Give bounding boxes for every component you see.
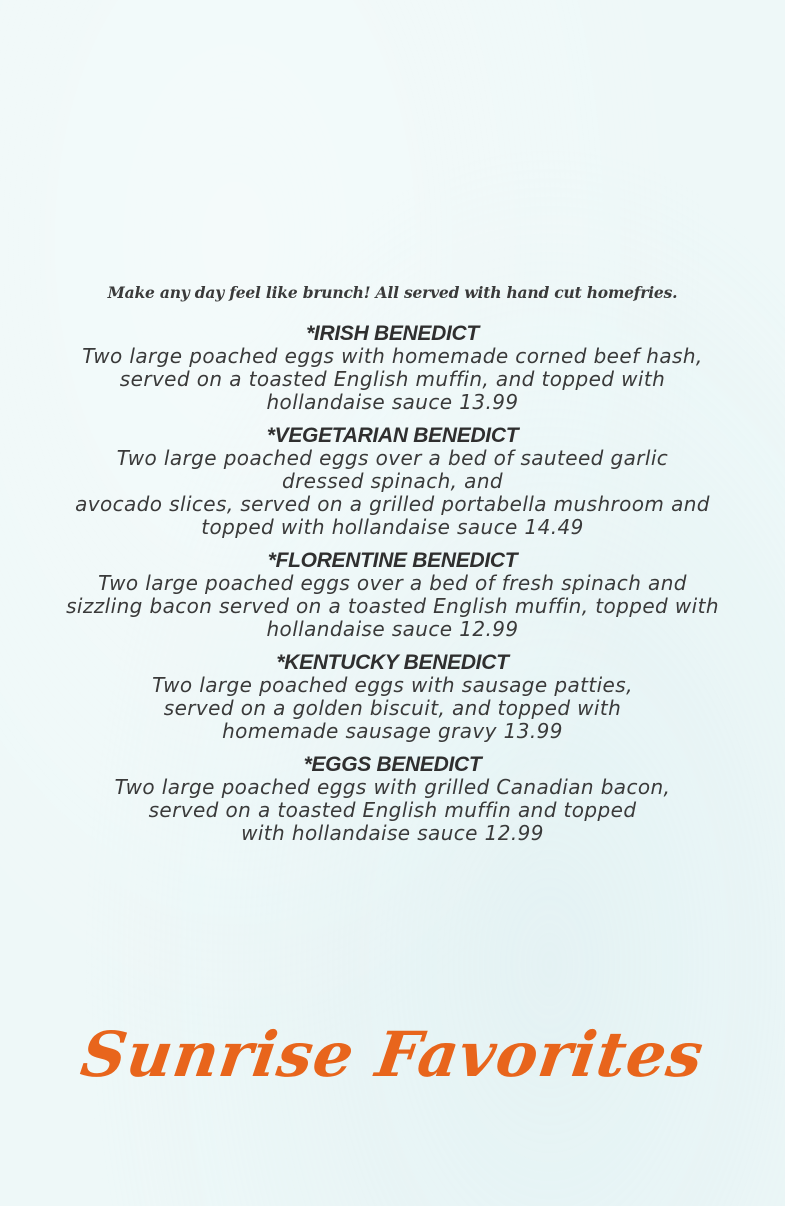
menu-item-description-line: Two large poached eggs with grilled Canadian bacon,	[114, 775, 671, 799]
menu-item	[0, 651, 785, 743]
menu-item-description-line: hollandaise sauce 12.99	[266, 617, 519, 641]
menu-item-description-line: avocado slices, served on a grilled portabella mushroom and	[75, 492, 710, 516]
menu-item-description-line: topped with hollandaise sauce 14.49	[201, 515, 584, 539]
menu-items-list	[0, 322, 785, 855]
menu-item-name: *KENTUCKY BENEDICT	[276, 651, 509, 674]
menu-item-description-line: served on a toasted English muffin and topped	[148, 798, 637, 822]
menu-item-name: *EGGS BENEDICT	[303, 753, 482, 776]
menu-item-description-line: Two large poached eggs with sausage patties,	[152, 673, 633, 697]
menu-item-description-line: homemade sausage gravy 13.99	[222, 719, 563, 743]
menu-item-description-line: with hollandaise sauce 12.99	[241, 821, 544, 845]
menu-item-description-line: Two large poached eggs over a bed of fresh spinach and	[98, 571, 687, 595]
menu-item-description-line: served on a toasted English muffin, and topped with	[119, 367, 666, 391]
menu-item	[0, 549, 785, 641]
menu-item-name: *VEGETARIAN BENEDICT	[266, 424, 519, 447]
menu-item-description-line: Two large poached eggs over a bed of sauteed garlic	[116, 446, 669, 470]
menu-item-description-line: served on a golden biscuit, and topped with	[163, 696, 622, 720]
menu-item-description-line: dressed spinach, and	[281, 469, 504, 493]
menu-item-description-line: hollandaise sauce 13.99	[266, 390, 519, 414]
section-title: Sunrise Favorites	[76, 1018, 709, 1091]
menu-item	[0, 322, 785, 414]
menu-item-name: *IRISH BENEDICT	[306, 322, 479, 345]
menu-item	[0, 424, 785, 539]
menu-item-name: *FLORENTINE BENEDICT	[267, 549, 518, 572]
menu-item-description-line: Two large poached eggs with homemade corned beef hash,	[82, 344, 703, 368]
menu-tagline: Make any day feel like brunch! All served with hand cut homefries.	[107, 283, 678, 302]
menu-item	[0, 753, 785, 845]
menu-item-description-line: sizzling bacon served on a toasted English muffin, topped with	[66, 594, 719, 618]
